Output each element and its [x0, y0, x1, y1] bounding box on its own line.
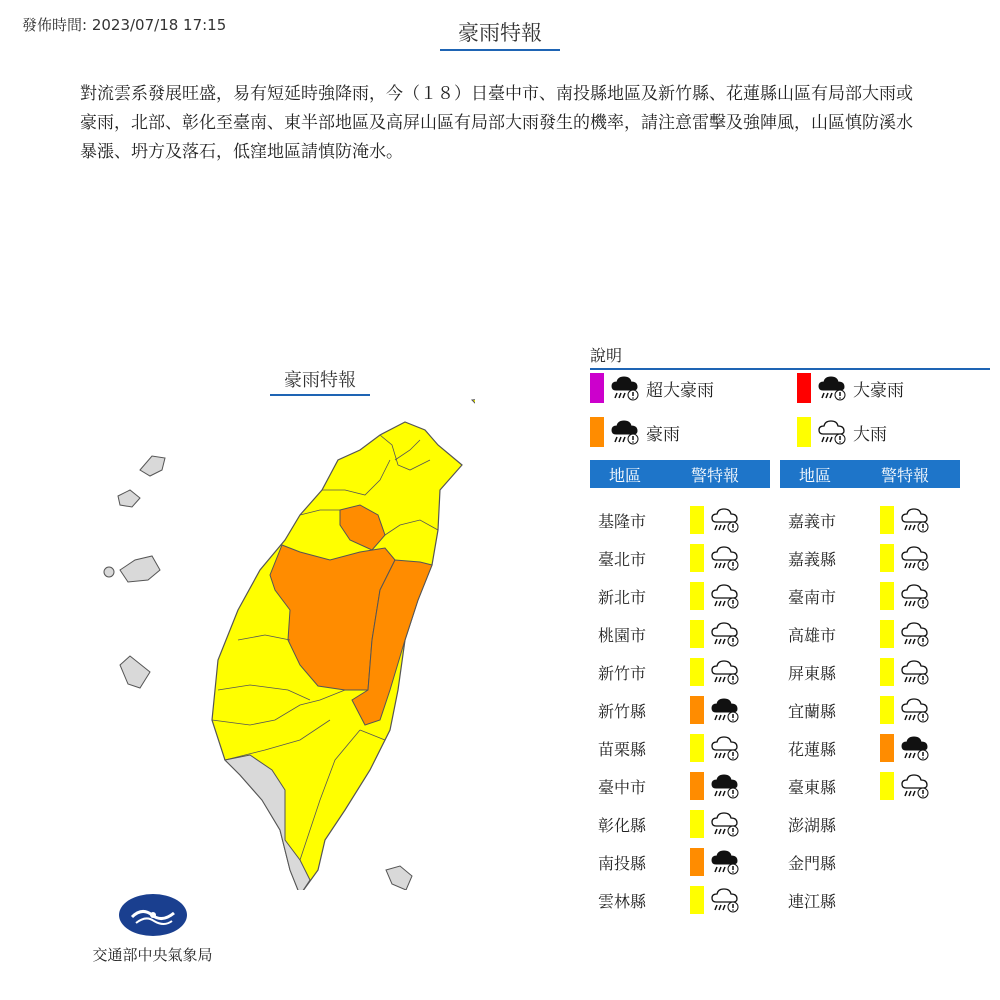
dark-rain-cloud-icon: [816, 372, 848, 404]
legend-label: 豪雨: [646, 424, 680, 445]
page-title: 豪雨特報: [440, 17, 560, 51]
warning-level-bar: [690, 886, 704, 914]
rain-cloud-icon: [709, 656, 741, 688]
region-name: 臺北市: [598, 549, 647, 569]
region-name: 嘉義縣: [788, 549, 837, 569]
legend-title: 說明: [590, 343, 990, 370]
rain-cloud-icon: [709, 884, 741, 916]
legend-swatch: [797, 417, 811, 447]
legend-item-heavy: [797, 416, 887, 448]
region-name: 新北市: [598, 587, 647, 607]
rain-cloud-icon: [899, 694, 931, 726]
rain-cloud-icon: [899, 656, 931, 688]
region-name: 嘉義市: [788, 511, 837, 531]
legend-swatch: [797, 373, 811, 403]
warning-level-bar: [690, 506, 704, 534]
region-name: 彰化縣: [598, 815, 647, 835]
warning-level-bar: [880, 734, 894, 762]
dark-rain-cloud-icon: [709, 770, 741, 802]
legend-label: 超大豪雨: [646, 380, 714, 401]
region-name: 基隆市: [598, 511, 647, 531]
rain-cloud-icon: [899, 542, 931, 574]
legend-label: 大雨: [853, 424, 887, 445]
legend-swatch: [590, 417, 604, 447]
region-name: 屏東縣: [788, 663, 837, 683]
warning-level-bar: [690, 848, 704, 876]
region-row: [590, 619, 741, 649]
region-name: 連江縣: [788, 891, 837, 911]
green-island: [386, 866, 412, 890]
rain-cloud-icon: [899, 618, 931, 650]
region-name: 臺東縣: [788, 777, 837, 797]
region-row: [590, 733, 741, 763]
region-name: 新竹縣: [598, 701, 647, 721]
region-row: [780, 695, 931, 725]
region-name: 高雄市: [788, 625, 837, 645]
col-warning: 警特報: [690, 465, 739, 485]
warning-level-bar: [880, 620, 894, 648]
rain-cloud-icon: [709, 618, 741, 650]
warning-level-bar: [690, 658, 704, 686]
table-header-left: [590, 460, 770, 488]
region-row: [590, 695, 741, 725]
region-row: [780, 657, 931, 687]
warning-level-bar: [690, 582, 704, 610]
col-warning: 警特報: [880, 465, 929, 485]
warning-level-bar: [690, 810, 704, 838]
kinmen-islet: [104, 567, 114, 577]
region-row: [780, 809, 858, 839]
region-name: 苗栗縣: [598, 739, 647, 759]
warning-level-bar: [880, 658, 894, 686]
rain-cloud-icon: [709, 504, 741, 536]
matsu-island: [140, 456, 165, 476]
region-row: [590, 657, 741, 687]
warning-level-bar: [880, 696, 894, 724]
rain-cloud-icon: [709, 732, 741, 764]
dark-rain-cloud-icon: [899, 732, 931, 764]
issue-time: 發佈時間: 2023/07/18 17:15: [22, 16, 227, 34]
warning-level-bar: [690, 734, 704, 762]
region-name: 澎湖縣: [788, 815, 837, 835]
agency-name: 交通部中央氣象局: [92, 946, 213, 964]
legend-swatch: [590, 373, 604, 403]
map-title: 豪雨特報: [270, 366, 370, 396]
kinmen-island: [120, 556, 160, 582]
taiwan-warning-map: [95, 390, 475, 890]
region-row: [780, 505, 931, 535]
region-name: 南投縣: [598, 853, 647, 873]
rain-cloud-icon: [899, 504, 931, 536]
dark-rain-cloud-icon: [709, 694, 741, 726]
rain-cloud-icon: [709, 808, 741, 840]
region-row: [590, 771, 741, 801]
region-name: 臺中市: [598, 777, 647, 797]
region-name: 雲林縣: [598, 891, 647, 911]
warning-description: 對流雲系發展旺盛，易有短延時強降雨，今（１８）日臺中市、南投縣地區及新竹縣、花蓮縣山區有局部大雨或豪雨，北部、彰化至臺南、東半部地區及高屏山區有局部大雨發生的機率，請注意雷擊及強陣風，山區慎防溪水暴漲、坍方及落石，低窪地區請慎防淹水。: [80, 84, 913, 162]
warning-level-bar: [880, 506, 894, 534]
warning-level-bar: [880, 544, 894, 572]
dark-rain-cloud-icon: [709, 846, 741, 878]
dark-rain-cloud-icon: [609, 416, 641, 448]
warning-level-bar: [690, 620, 704, 648]
legend-label: 大豪雨: [853, 380, 904, 401]
region-name: 臺南市: [788, 587, 837, 607]
region-row: [780, 733, 931, 763]
legend-item-extreme-torrential: [590, 372, 714, 404]
rain-cloud-icon: [816, 416, 848, 448]
region-name: 桃園市: [598, 625, 647, 645]
warning-level-bar: [690, 772, 704, 800]
region-row: [590, 809, 741, 839]
region-row: [590, 505, 741, 535]
dark-rain-cloud-icon: [609, 372, 641, 404]
region-row: [590, 543, 741, 573]
warning-level-bar: [690, 696, 704, 724]
rain-cloud-icon: [709, 580, 741, 612]
penghu-island: [120, 656, 150, 688]
region-row: [780, 885, 858, 915]
region-row: [780, 619, 931, 649]
rain-cloud-icon: [899, 580, 931, 612]
region-name: 新竹市: [598, 663, 647, 683]
region-row: [780, 771, 931, 801]
region-name: 宜蘭縣: [788, 701, 837, 721]
region-row: [780, 543, 931, 573]
matsu-island-2: [118, 490, 140, 507]
cwb-logo: [118, 893, 188, 937]
region-name: 花蓮縣: [788, 739, 837, 759]
region-row: [780, 581, 931, 611]
region-name: 金門縣: [788, 853, 837, 873]
warning-level-bar: [880, 582, 894, 610]
rain-cloud-icon: [709, 542, 741, 574]
warning-level-bar: [690, 544, 704, 572]
legend-item-torrential: [590, 416, 680, 448]
region-row: [590, 847, 741, 877]
region-row: [780, 847, 858, 877]
rain-cloud-icon: [899, 770, 931, 802]
legend-item-extra-torrential: [797, 372, 904, 404]
col-region: 地區: [608, 465, 641, 485]
region-row: [590, 581, 741, 611]
pengjia-islet: [472, 398, 475, 408]
table-header-right: [780, 460, 960, 488]
warning-level-bar: [880, 772, 894, 800]
col-region: 地區: [798, 465, 831, 485]
region-row: [590, 885, 741, 915]
